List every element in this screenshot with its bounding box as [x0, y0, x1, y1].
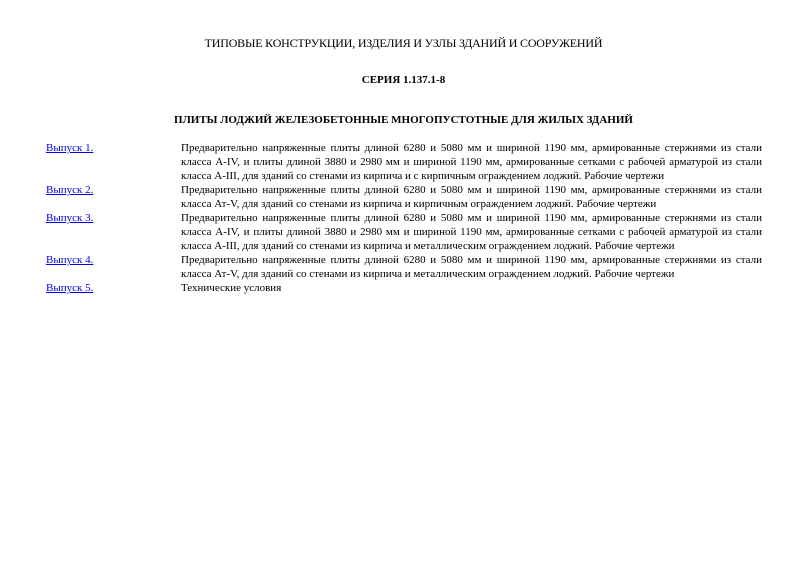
issue-link-5[interactable]: Выпуск 5.: [46, 282, 94, 294]
issue-row-2: [46, 183, 762, 211]
issue-link-3[interactable]: Выпуск 3.: [46, 212, 94, 224]
issue-row-3: [46, 211, 762, 253]
issue-link-4[interactable]: Выпуск 4.: [46, 254, 94, 266]
issue-description-4: Предварительно напряженные плиты длиной 6280 и 5080 мм и шириной 1190 мм, армированные стержнями из стали класса Ат-V, для зданий со стенами из кирпича и металлическим ограждением лоджий. Рабочие чертежи: [181, 254, 762, 280]
issue-description-1: Предварительно напряженные плиты длиной 6280 и 5080 мм и шириной 1190 мм, армированные стержнями из стали класса А-IV, и плиты длиной 3880 и 2980 мм и шириной 1190 мм, армированные сетками с рабочей арматурой из стали класса А-III, для зданий со стенами из кирпича и с кирпичным ограждением лоджий. Рабочие чертежи: [181, 142, 762, 182]
issue-link-2[interactable]: Выпуск 2.: [46, 184, 94, 196]
issue-description-2: Предварительно напряженные плиты длиной 6280 и 5080 мм и шириной 1190 мм, армированные стержнями из стали класса Ат-V, для зданий со стенами из кирпича и кирпичным ограждением лоджий. Рабочие чертежи: [181, 184, 762, 210]
issue-row-5: [46, 281, 762, 295]
series-number: СЕРИЯ 1.137.1-8: [361, 74, 446, 86]
issue-row-1: [46, 141, 762, 183]
issue-link-1[interactable]: Выпуск 1.: [46, 142, 94, 154]
issue-description-5: Технические условия: [181, 282, 282, 294]
document-title: ТИПОВЫЕ КОНСТРУКЦИИ, ИЗДЕЛИЯ И УЗЛЫ ЗДАНИЙ И СООРУЖЕНИЙ: [204, 36, 603, 50]
document-subtitle: ПЛИТЫ ЛОДЖИЙ ЖЕЛЕЗОБЕТОННЫЕ МНОГОПУСТОТНЫЕ ДЛЯ ЖИЛЫХ ЗДАНИЙ: [174, 114, 633, 126]
issue-description-3: Предварительно напряженные плиты длиной 6280 и 5080 мм и шириной 1190 мм, армированные стержнями из стали класса А-IV, и плиты длиной 3880 и 2980 мм и шириной 1190 мм, армированные сетками с рабочей арматурой из стали класса А-III, для зданий со стенами из кирпича и металлическим ограждением лоджий. Рабочие чертежи: [181, 212, 762, 252]
issue-list: [46, 141, 762, 295]
issue-row-4: [46, 253, 762, 281]
